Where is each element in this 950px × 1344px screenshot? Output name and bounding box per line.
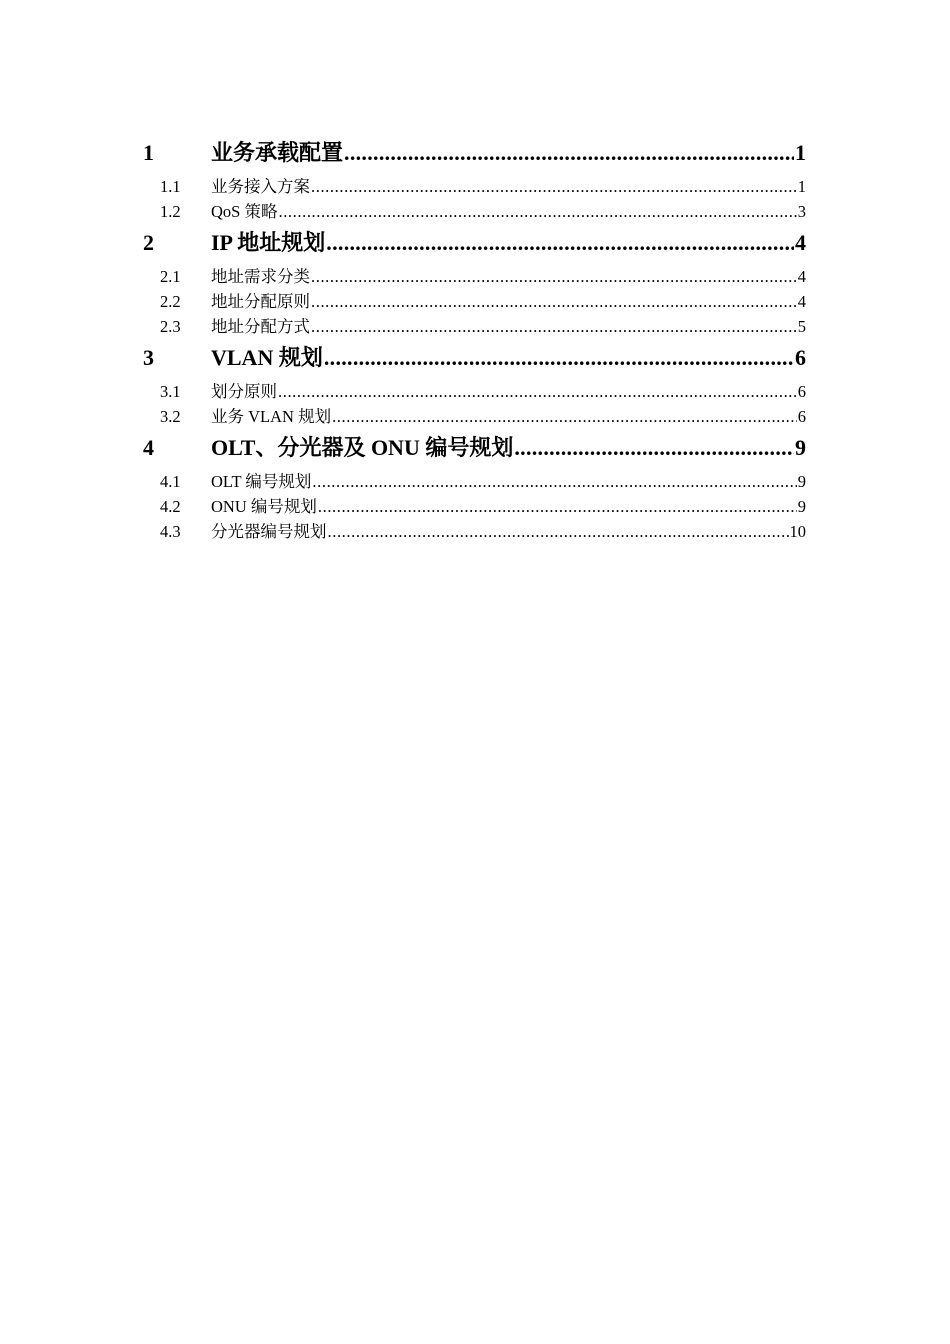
toc-section-2[interactable] bbox=[143, 224, 806, 261]
subsection-number: 2.1 bbox=[160, 267, 181, 286]
page-number: 6 bbox=[797, 382, 806, 401]
page-number: 6 bbox=[795, 345, 806, 370]
subsection-title: 业务接入方案 bbox=[211, 177, 310, 196]
toc-subsection-2-1[interactable] bbox=[143, 264, 806, 289]
dot-leader bbox=[312, 469, 796, 494]
page-number: 4 bbox=[795, 230, 806, 255]
subsection-number: 2.2 bbox=[160, 292, 181, 311]
dot-leader bbox=[344, 134, 794, 171]
table-of-contents bbox=[143, 134, 806, 544]
dot-leader bbox=[328, 519, 789, 544]
dot-leader bbox=[278, 379, 797, 404]
subsection-title: 地址分配原则 bbox=[211, 292, 310, 311]
dot-leader bbox=[318, 494, 797, 519]
section-title: IP 地址规划 bbox=[211, 230, 326, 255]
subsection-title: 业务 VLAN 规划 bbox=[211, 407, 332, 426]
toc-subsection-2-2[interactable] bbox=[143, 289, 806, 314]
page-number: 9 bbox=[795, 435, 806, 460]
toc-section-3[interactable] bbox=[143, 339, 806, 376]
toc-subsection-4-2[interactable] bbox=[143, 494, 806, 519]
dot-leader bbox=[278, 199, 796, 224]
subsection-number: 1.1 bbox=[160, 177, 181, 196]
page-number: 9 bbox=[797, 497, 806, 516]
subsection-number: 3.1 bbox=[160, 382, 181, 401]
toc-section-1[interactable] bbox=[143, 134, 806, 171]
subsection-number: 1.2 bbox=[160, 202, 181, 221]
subsection-title: ONU 编号规划 bbox=[211, 497, 317, 516]
subsection-number: 4.2 bbox=[160, 497, 181, 516]
subsection-number: 4.1 bbox=[160, 472, 181, 491]
section-title: OLT、分光器及 ONU 编号规划 bbox=[211, 435, 514, 460]
page-number: 3 bbox=[797, 202, 806, 221]
page-number: 9 bbox=[797, 472, 806, 491]
dot-leader bbox=[311, 174, 797, 199]
subsection-title: 地址分配方式 bbox=[211, 317, 310, 336]
page-number: 4 bbox=[797, 267, 806, 286]
section-title: 业务承载配置 bbox=[211, 140, 344, 165]
toc-subsection-1-2[interactable] bbox=[143, 199, 806, 224]
toc-section-4[interactable] bbox=[143, 429, 806, 466]
dot-leader bbox=[332, 404, 797, 429]
page-number: 6 bbox=[797, 407, 806, 426]
toc-subsection-4-1[interactable] bbox=[143, 469, 806, 494]
toc-subsection-1-1[interactable] bbox=[143, 174, 806, 199]
section-number: 1 bbox=[143, 140, 154, 165]
dot-leader bbox=[311, 264, 797, 289]
dot-leader bbox=[311, 289, 797, 314]
section-number: 4 bbox=[143, 435, 154, 460]
page-number: 1 bbox=[797, 177, 806, 196]
page-number: 4 bbox=[797, 292, 806, 311]
dot-leader bbox=[324, 339, 794, 376]
dot-leader bbox=[326, 224, 794, 261]
toc-subsection-2-3[interactable] bbox=[143, 314, 806, 339]
page-number: 10 bbox=[789, 522, 806, 541]
dot-leader bbox=[514, 429, 794, 466]
page-number: 1 bbox=[795, 140, 806, 165]
subsection-title: 划分原则 bbox=[211, 382, 277, 401]
subsection-title: 地址需求分类 bbox=[211, 267, 310, 286]
toc-subsection-3-2[interactable] bbox=[143, 404, 806, 429]
subsection-title: QoS 策略 bbox=[211, 202, 278, 221]
dot-leader bbox=[311, 314, 797, 339]
section-number: 3 bbox=[143, 345, 154, 370]
toc-subsection-3-1[interactable] bbox=[143, 379, 806, 404]
subsection-title: OLT 编号规划 bbox=[211, 472, 312, 491]
subsection-number: 3.2 bbox=[160, 407, 181, 426]
subsection-number: 4.3 bbox=[160, 522, 181, 541]
subsection-number: 2.3 bbox=[160, 317, 181, 336]
page-number: 5 bbox=[797, 317, 806, 336]
toc-subsection-4-3[interactable] bbox=[143, 519, 806, 544]
section-number: 2 bbox=[143, 230, 154, 255]
subsection-title: 分光器编号规划 bbox=[211, 522, 327, 541]
section-title: VLAN 规划 bbox=[211, 345, 323, 370]
